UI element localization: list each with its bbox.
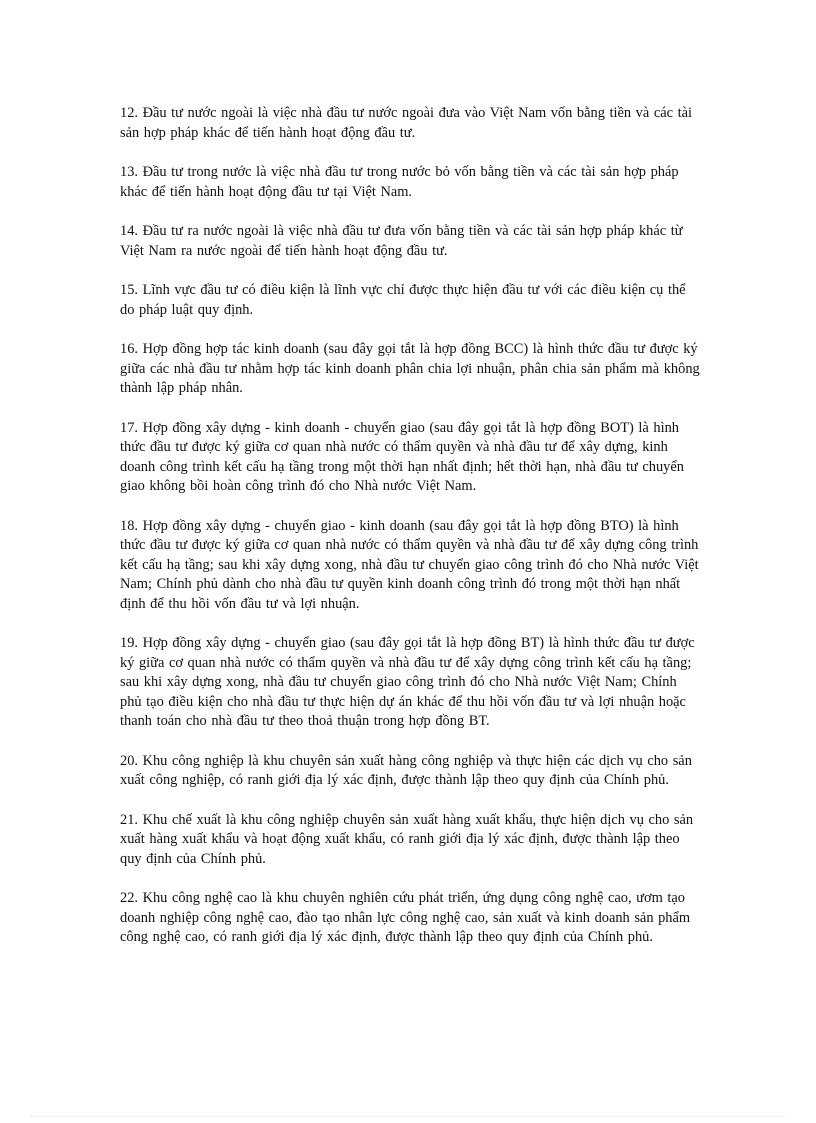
paragraph-13: 13. Đầu tư trong nước là việc nhà đầu tư trong nước bỏ vốn bằng tiền và các tài sản hợp pháp khác để tiến hành hoạt động đầu tư tại Việt Nam.	[120, 164, 679, 200]
paragraph-14: 14. Đầu tư ra nước ngoài là việc nhà đầu tư đưa vốn bằng tiền và các tài sản hợp pháp khác từ Việt Nam ra nước ngoài để tiến hành hoạt động đầu tư.	[120, 223, 683, 259]
paragraph-16: 16. Hợp đồng hợp tác kinh doanh (sau đây gọi tắt là hợp đồng BCC) là hình thức đầu tư được ký giữa các nhà đầu tư nhằm hợp tác kinh doanh phân chia lợi nhuận, phân chia sản phẩm mà không thành lập pháp nhân.	[120, 341, 700, 396]
paragraph-15: 15. Lĩnh vực đầu tư có điều kiện là lĩnh vực chỉ được thực hiện đầu tư với các điều kiện cụ thể do pháp luật quy định.	[120, 282, 686, 318]
paragraph-18: 18. Hợp đồng xây dựng - chuyển giao - kinh doanh (sau đây gọi tắt là hợp đồng BTO) là hình thức đầu tư được ký giữa cơ quan nhà nước có thẩm quyền và nhà đầu tư để xây dựng công trình kết cấu hạ tầng; sau khi xây dựng xong, nhà đầu tư chuyển giao công trình đó cho Nhà nước Việt Nam; Chính phủ dành cho nhà đầu tư quyền kinh doanh công trình đó trong một thời hạn nhất định để thu hồi vốn đầu tư và lợi nhuận.	[120, 517, 699, 612]
paragraph-21: 21. Khu chế xuất là khu công nghiệp chuyên sản xuất hàng xuất khẩu, thực hiện dịch vụ cho sản xuất hàng xuất khẩu và hoạt động xuất khẩu, có ranh giới địa lý xác định, được thành lập theo quy định của Chính phủ.	[120, 811, 694, 867]
paragraph-20: 20. Khu công nghiệp là khu chuyên sản xuất hàng công nghiệp và thực hiện các dịch vụ cho sản xuất công nghiệp, có ranh giới địa lý xác định, được thành lập theo quy định của Chính phủ.	[120, 752, 692, 788]
paragraph-19: 19. Hợp đồng xây dựng - chuyển giao (sau đây gọi tắt là hợp đồng BT) là hình thức đầu tư được ký giữa cơ quan nhà nước có thẩm quyền và nhà đầu tư để xây dựng công trình kết cấu hạ tầng; sau khi xây dựng xong, nhà đầu tư chuyển giao công trình đó cho Nhà nước Việt Nam; Chính phủ tạo điều kiện cho nhà đầu tư thực hiện dự án khác để thu hồi vốn đầu tư và lợi nhuận hoặc thanh toán cho nhà đầu tư theo thoả thuận trong hợp đồng BT.	[120, 635, 695, 729]
page-bottom-divider	[30, 1116, 786, 1117]
paragraph-17: 17. Hợp đồng xây dựng - kinh doanh - chuyển giao (sau đây gọi tắt là hợp đồng BOT) là hình thức đầu tư được ký giữa cơ quan nhà nước có thẩm quyền và nhà đầu tư để xây dựng, kinh doanh công trình kết cấu hạ tầng trong một thời hạn nhất định; hết thời hạn, nhà đầu tư chuyển giao không bồi hoàn công trình đó cho Nhà nước Việt Nam.	[120, 419, 684, 494]
paragraph-12: 12. Đầu tư nước ngoài là việc nhà đầu tư nước ngoài đưa vào Việt Nam vốn bằng tiền và các tài sản hợp pháp khác để tiến hành hoạt động đầu tư.	[120, 105, 692, 141]
document-body	[120, 104, 700, 968]
paragraph-22: 22. Khu công nghệ cao là khu chuyên nghiên cứu phát triển, ứng dụng công nghệ cao, ươm tạo doanh nghiệp công nghệ cao, đào tạo nhân lực công nghệ cao, sản xuất và kinh doanh sản phẩm công nghệ cao, có ranh giới địa lý xác định, được thành lập theo quy định của Chính phủ.	[120, 890, 691, 945]
